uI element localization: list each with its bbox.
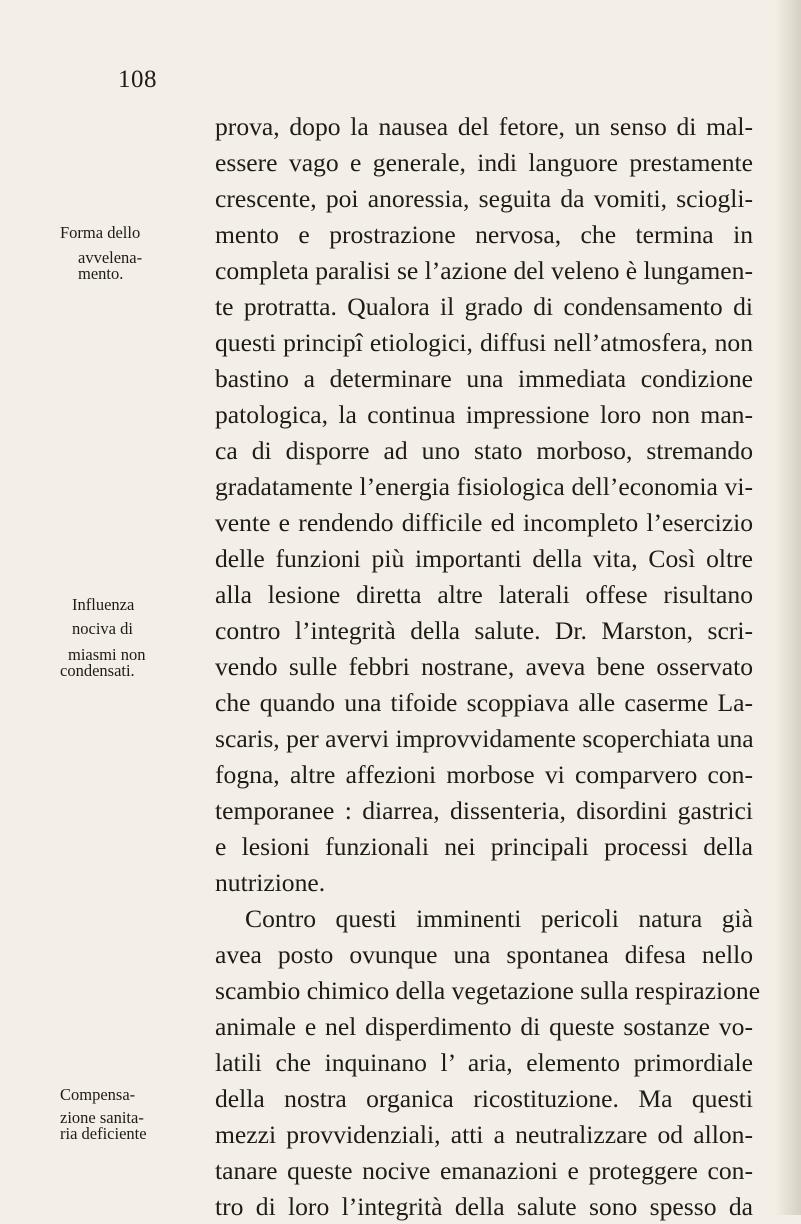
body-line: bastino a determinare una immediata condizione: [215, 364, 753, 393]
margin-note-line: Forma dello: [60, 223, 141, 242]
body-line: essere vago e generale, indi languore prestamente: [215, 148, 753, 177]
body-line: delle funzioni più importanti della vita, Così oltre: [215, 544, 753, 573]
body-line: della nostra organica ricostituzione. Ma questi: [215, 1084, 753, 1113]
body-line: latili che inquinano l’ aria, elemento primordiale: [215, 1048, 753, 1077]
body-line: animale e nel disperdimento di queste sostanze vo-: [215, 1012, 753, 1041]
body-line: gradatamente l’energia fisiologica dell’economia vi-: [215, 472, 753, 501]
margin-note-line: nociva di: [72, 619, 133, 638]
body-line: e lesioni funzionali nei principali processi della: [215, 832, 753, 861]
margin-note-line: miasmi non: [68, 645, 146, 664]
body-line: tanare queste nocive emanazioni e proteggere con-: [215, 1156, 753, 1185]
body-line: vente e rendendo difficile ed incompleto l’esercizio: [215, 508, 753, 537]
body-line: prova, dopo la nausea del fetore, un senso di mal-: [215, 112, 753, 141]
margin-note-line: Compensa-: [60, 1085, 136, 1104]
body-line: scaris, per avervi improvvidamente scoperchiata una: [215, 724, 754, 753]
body-line: che quando una tifoide scoppiava alle caserme La-: [215, 688, 753, 717]
body-line: scambio chimico della vegetazione sulla respirazione: [215, 976, 761, 1005]
body-line: te protratta. Qualora il grado di condensamento di: [215, 292, 753, 321]
body-line: contro l’integrità della salute. Dr. Marston, scri-: [215, 616, 753, 645]
body-line: ca di disporre ad uno stato morboso, stremando: [215, 436, 753, 465]
page-edge-shadow: [775, 0, 801, 1215]
body-line: fogna, altre affezioni morbose vi comparvero con-: [215, 760, 753, 789]
body-line: nutrizione.: [215, 868, 326, 897]
margin-note-line: ria deficiente: [60, 1124, 147, 1143]
body-line: crescente, poi anoressia, seguita da vomiti, sciogli-: [215, 184, 753, 213]
body-line: Contro questi imminenti pericoli natura già: [245, 904, 753, 933]
margin-note-line: Influenza: [72, 595, 135, 614]
body-line: tro di loro l’integrità della salute sono spesso da: [215, 1192, 753, 1221]
body-line: questi principî etiologici, diffusi nell’atmosfera, non: [215, 328, 753, 357]
body-line: completa paralisi se l’azione del veleno è lungamen-: [215, 256, 753, 285]
margin-note-line: zione sanita-: [60, 1108, 144, 1127]
body-line: avea posto ovunque una spontanea difesa nello: [215, 940, 753, 969]
page-number: 108: [118, 66, 157, 93]
body-line: vendo sulle febbri nostrane, aveva bene osservato: [215, 652, 753, 681]
margin-note-line: mento.: [78, 264, 124, 283]
body-line: alla lesione diretta altre laterali offese risultano: [215, 580, 753, 609]
body-line: mento e prostrazione nervosa, che termina in: [215, 220, 753, 249]
body-line: patologica, la continua impressione loro non man-: [215, 400, 753, 429]
margin-note-line: avvelena-: [78, 248, 143, 267]
body-line: temporanee : diarrea, dissenteria, disordini gastrici: [215, 796, 753, 825]
body-line: mezzi provvidenziali, atti a neutralizzare od allon-: [215, 1120, 753, 1149]
margin-note-line: condensati.: [60, 661, 135, 680]
